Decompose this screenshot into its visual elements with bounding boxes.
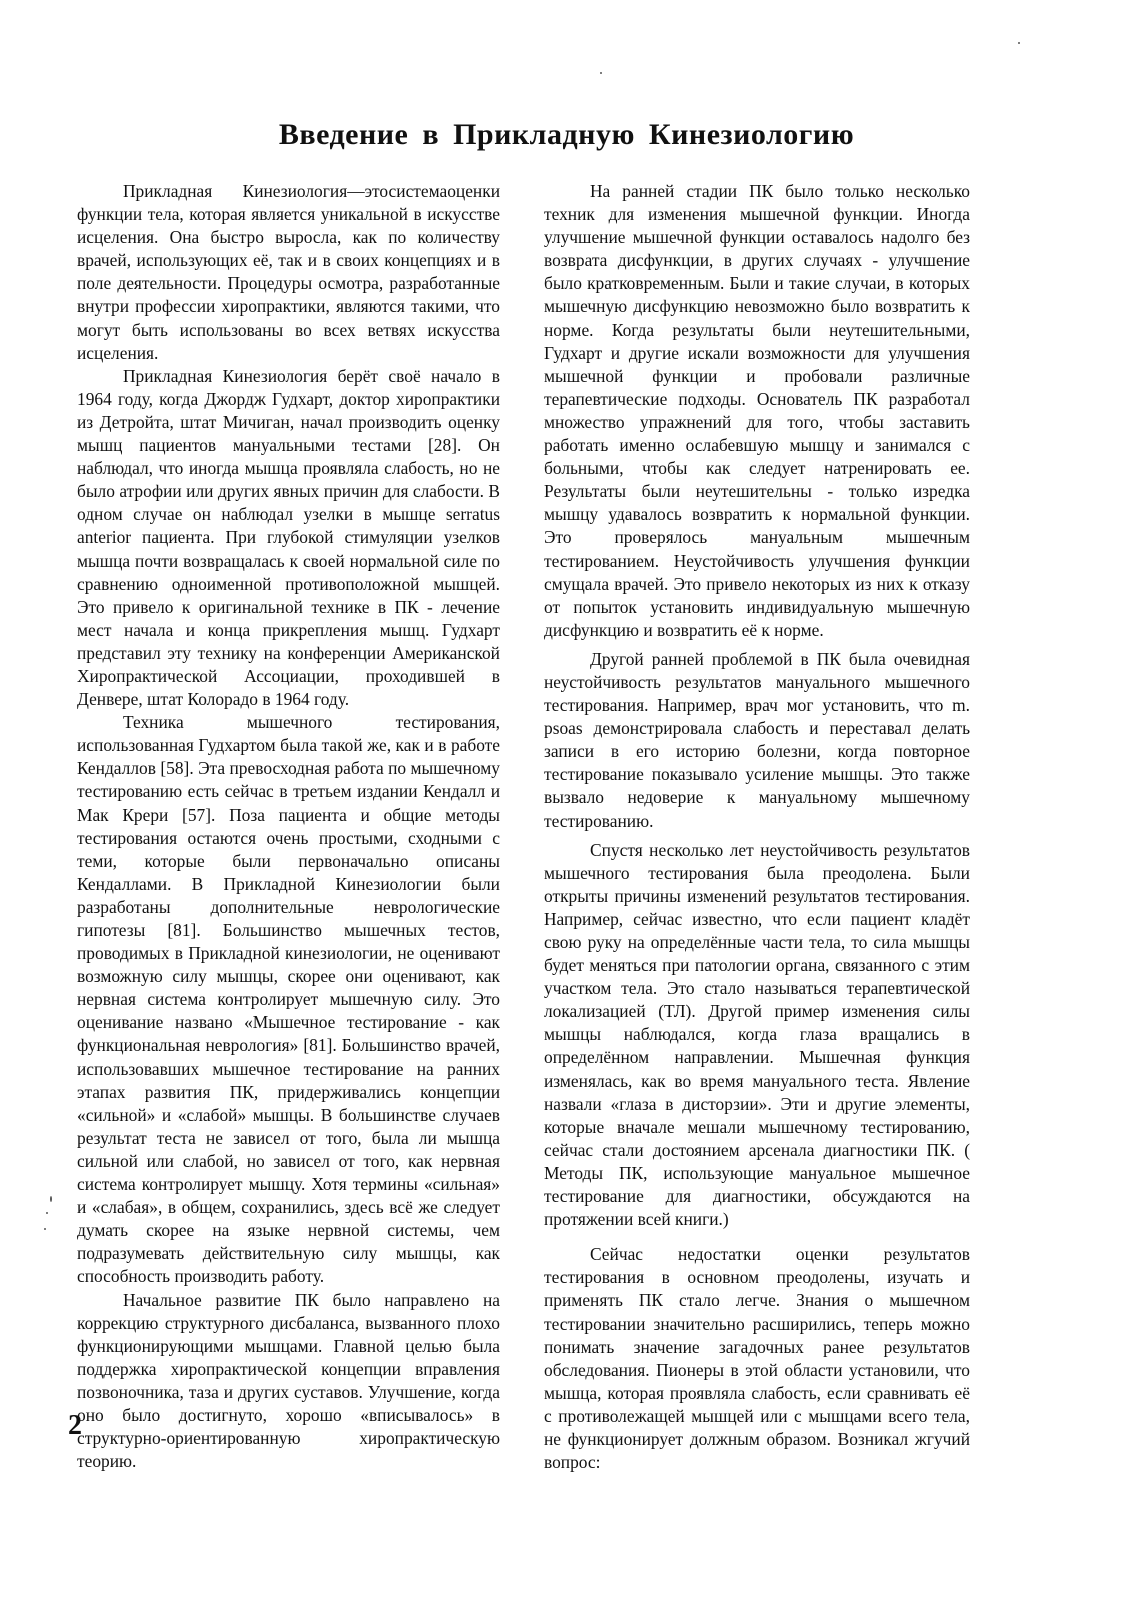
paragraph: Другой ранней проблемой в ПК была очевидная неустойчивость результатов мануального мышечного тестирования. Например, врач мог установить, что m. psoas демонстрировала слабость и переставал делать записи в его историю болезни, когда повторное тестирование показывало усиление мышцы. Это также вызвало недоверие к мануальному мышечному тестированию.	[544, 648, 970, 831]
paragraph: На ранней стадии ПК было только несколько техник для изменения мышечной функции. Иногда улучшение мышечной функции оставалось надолго без возврата дисфункции, в других случаях - улучшение было кратковременным. Были и такие случаи, в которых мышечную дисфункцию невозможно было возвратить к норме. Когда результаты были неутешительными, Гудхарт и другие искали возможности для улучшения мышечной функции и пробовали различные терапевтические подходы. Основатель ПК разработал множество упражнений для того, чтобы заставить работать именно ослабевшую мышцу и занимался с больными, чтобы как следует натренировать ее. Результаты были неутешительны - только изредка мышцу удавалось возвратить к нормальной функции. Это проверялось мануальным мышечным тестированием. Неустойчивость улучшения функции смущала врачей. Это привело некоторых из них к отказу от попыток установить индивидуальную мышечную дисфункцию и возвратить её к норме.	[544, 181, 970, 640]
paragraph: Техника мышечного тестирования, использованная Гудхартом была такой же, как и в работе Кендаллов [58]. Эта превосходная работа по мышечному тестированию есть сейчас в третьем издании Кендалл и Мак Крери [57]. Поза пациента и общие методы тестирования остаются очень простыми, сходными с теми, которые были первоначально описаны Кендаллами. В Прикладной Кинезиологии были разработаны дополнительные неврологические гипотезы [81]. Большинство мышечных тестов, проводимых в Прикладной кинезиологии, не оценивают возможную силу мышцы, скорее они оценивают, как нервная система контролирует мышечную силу. Это оценивание названо «Мышечное тестирование - как функциональная неврология» [81]. Большинство врачей, использовавших мышечное тестирование на ранних этапах развития ПК, придерживались концепции «сильной» и «слабой» мышцы. В большинстве случаев результат теста не зависел от того, была ли мышца сильной или слабой, но зависел от того, как нервная система контролирует мышцу. Хотя термины «сильная» и «слабая», в общем, сохранились, здесь всё же следует думать скорее на языке нервной системы, чем подразумевать действительную силу мышцы, как способность производить работу.	[77, 712, 500, 1287]
scan-speck	[600, 72, 602, 74]
scan-speck	[1018, 42, 1020, 44]
scan-speck	[46, 1212, 48, 1214]
scan-speck	[50, 1196, 52, 1202]
left-column	[77, 180, 500, 1473]
paragraph: Прикладная Кинезиология—этосистемаоценки функции тела, которая является уникальной в искусстве исцеления. Она быстро выросла, как по количеству врачей, использующих её, так и в своих концепциях и в поле деятельности. Процедуры осмотра, разработанные внутри профессии хиропрактики, являются такими, что могут быть использованы во всех ветвях искусства исцеления.	[77, 181, 500, 363]
paragraph: Начальное развитие ПК было направлено на коррекцию структурного дисбаланса, вызванного плохо функционирующими мышцами. Главной целью была поддержка хиропрактической концепции вправления позвоночника, таза и других суставов. Улучшение, когда оно было достигнуто, хорошо «вписывалось» в структурно-ориентированную хиропрактическую теорию.	[77, 1289, 500, 1472]
page-title: Введение в Прикладную Кинезиологию	[278, 118, 855, 151]
scan-speck	[44, 1228, 46, 1230]
paragraph: Спустя несколько лет неустойчивость результатов мышечного тестирования была преодолена. Были открыты причины изменений результатов тестирования. Например, сейчас известно, что если пациент кладёт свою руку на определённые части тела, то сила мышцы будет меняться при патологии органа, связанного с этим участком тела. Это стало называться терапевтической локализацией (ТЛ). Другой пример изменения силы мышцы наблюдался, когда глаза вращались в определённом направлении. Мышечная функция изменялась, как во время мануального теста. Явление назвали «глаза в дисторзии». Эти и другие элементы, которые вначале мешали мышечному тестированию, сейчас стали достоянием арсенала диагностики ПК. ( Методы ПК, использующие мануальное мышечное тестирование для диагностики, обсуждаются на протяжении всей книги.)	[544, 839, 970, 1230]
paragraph: Сейчас недостатки оценки результатов тестирования в основном преодолены, изучать и применять ПК стало легче. Знания о мышечном тестировании значительно расширились, теперь можно понимать значение загадочных ранее результатов обследования. Пионеры в этой области установили, что мышца, которая проявляла слабость, если сравнивать её с противолежащей мышцей или с мышцами всего тела, не функционирует должным образом. Возникал жгучий вопрос:	[544, 1244, 970, 1473]
right-column	[544, 180, 970, 1474]
paragraph: Прикладная Кинезиология берёт своё начало в 1964 году, когда Джордж Гудхарт, доктор хиропрактики из Детройта, штат Мичиган, начал производить оценку мышц пациентов мануальными тестами [28]. Он наблюдал, что иногда мышца проявляла слабость, но не было атрофии или других явных причин для слабости. В одном случае он наблюдал узелки в мышце serratus anterior пациента. При глубокой стимуляции узелков мышца почти возвращалась к своей нормальной силе по сравнению одноименной противоположной мышцей. Это привело к оригинальной технике в ПК - лечение мест начала и конца прикрепления мышц. Гудхарт представил эту технику на конференции Американской Хиропрактической Ассоциации, проходившей в Денвере, штат Колорадо в 1964 году.	[77, 365, 500, 710]
page-number: 2	[68, 1410, 82, 1441]
